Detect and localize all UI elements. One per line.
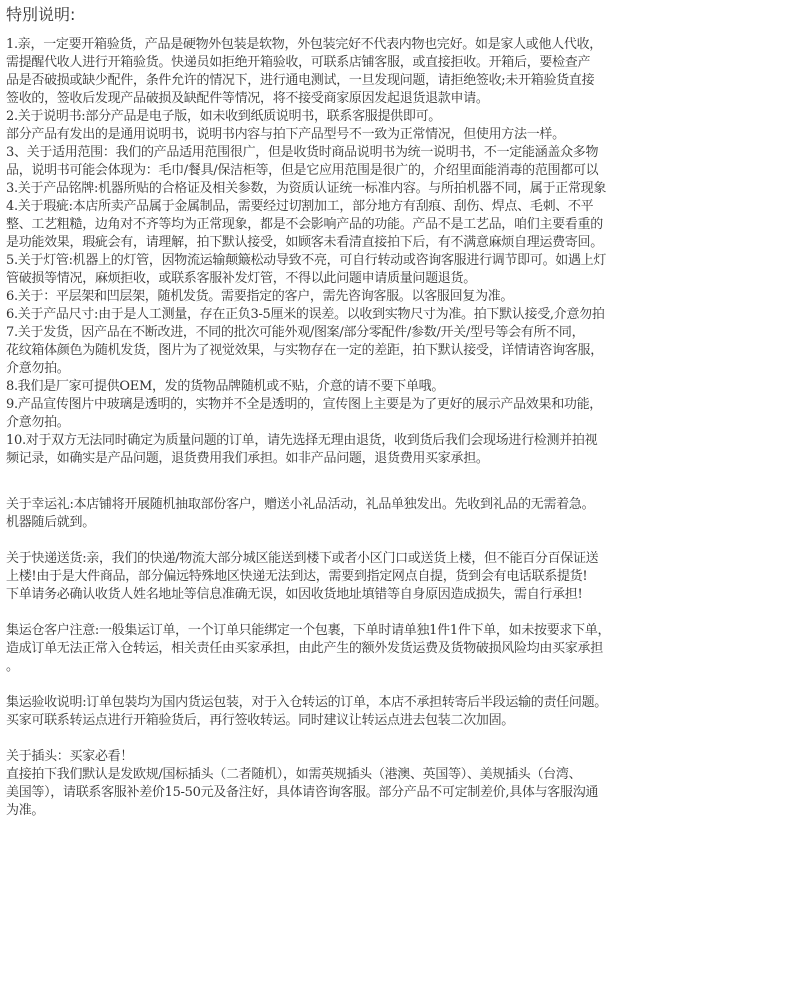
document-line: 关于插头：买家必看！ bbox=[6, 749, 134, 764]
document-line: 1.亲，一定要开箱验货，产品是硬物外包装是软物，外包装完好不代表内物也完好。如是家人或他人代收， bbox=[6, 37, 603, 52]
document-line: 6.关于：平层架和凹层架，随机发货。需要指定的客户，需先咨询客服。以客服回复为准。 bbox=[6, 289, 514, 304]
document-line: 部分产品有发出的是通用说明书，说明书内容与拍下产品型号不一致为正常情况，但使用方法一样。 bbox=[6, 127, 565, 142]
document-line: 签收的，签收后发现产品破损及缺配件等情况，将不接受商家原因发起退货退款申请。 bbox=[6, 91, 489, 106]
document-line: 整、工艺粗糙，边角对不齐等均为正常现象，都是不会影响产品的功能。产品不是工艺品，咱们主要看重的 bbox=[6, 217, 603, 232]
document-line: 直接拍下我们默认是发欧规/国标插头（二者随机），如需英规插头（港澳、英国等）、美规插头（台湾、 bbox=[6, 767, 582, 782]
document-line: 品，说明书可能会体现为：毛巾/餐具/保洁柜等，但是它应用范围是很广的，介绍里面能消毒的范围都可以 bbox=[6, 163, 599, 178]
document-line: 7.关于发货，因产品在不断改进，不同的批次可能外观/图案/部分零配件/参数/开关/型号等会有所不同， bbox=[6, 325, 585, 340]
document-line: 美国等），请联系客服补差价15-50元及备注好，具体请咨询客服。部分产品不可定制差价,具体与客服沟通 bbox=[6, 785, 599, 800]
document-line: 下单请务必确认收货人姓名地址等信息准确无误，如因收货地址填错等自身原因造成损失，需自行承担! bbox=[6, 587, 583, 602]
document-line: 造成订单无法正常入仓转运，相关责任由买家承担，由此产生的额外发货运费及货物破损风险均由买家承担 bbox=[6, 641, 603, 656]
document-line: 5.关于灯管:机器上的灯管，因物流运输颠簸松动导致不亮，可自行转动或咨询客服进行调节即可。如遇上灯 bbox=[6, 253, 607, 268]
document-line: 为准。 bbox=[6, 803, 45, 818]
document-line: 集运验收说明:订单包裝均为国内货运包装，对于入仓转运的订单，本店不承担转寄后半段运输的责任问题。 bbox=[6, 695, 607, 710]
document-line: 花纹箱体颜色为随机发货，图片为了视觉效果，与实物存在一定的差距，拍下默认接受，详情请咨询客服， bbox=[6, 343, 603, 358]
document-line: 上楼!由于是大件商品，部分偏远特殊地区快递无法到达，需要到指定网点自提，货到会有电话联系提货! bbox=[6, 569, 588, 584]
document-line: 频记录，如确实是产品问题，退货费用我们承担。如非产品问题，退货费用买家承担。 bbox=[6, 451, 489, 466]
document-line: 机器随后就到。 bbox=[6, 515, 95, 530]
document-line: 集运仓客户注意:一般集运订单，一个订单只能绑定一个包裹，下单时请单独1件1件下单，如未按要求下单， bbox=[6, 623, 611, 638]
document-line: 8.我们是厂家可提供OEM，发的货物品牌随机或不贴，介意的请不要下单哦。 bbox=[6, 379, 445, 394]
document-line: 关于快递送货:亲，我们的快递/物流大部分城区能送到楼下或者小区门口或送货上楼，但不能百分百保证送 bbox=[6, 551, 599, 566]
document-line: 管破损等情况，麻烦拒收，或联系客服补发灯管，不得以此问题申请质量问题退货。 bbox=[6, 271, 476, 286]
document-line: 关于幸运礼:本店铺将开展随机抽取部份客户，赠送小礼品活动，礼品单独发出。先收到礼品的无需着急。 bbox=[6, 497, 595, 512]
document-line: 。 bbox=[6, 659, 19, 674]
document-title: 特別说明: bbox=[6, 5, 76, 24]
document-line: 3、关于适用范围：我们的产品适用范围很广，但是收货时商品说明书为统一说明书，不一定能涵盖众多物 bbox=[6, 145, 599, 160]
document-line: 6.关于产品尺寸:由于是人工测量，存在正负3-5厘米的误差。以收到实物尺寸为准。拍下默认接受,介意勿拍 bbox=[6, 307, 605, 322]
document-line: 买家可联系转运点进行开箱验货后，再行签收转运。同时建议让转运点进去包装二次加固。 bbox=[6, 713, 515, 728]
document-line: 是功能效果，瑕疵会有，请理解，拍下默认接受，如顾客未看清直接拍下后，有不满意麻烦自理运费寄回。 bbox=[6, 235, 603, 250]
document-line: 3.关于产品铭牌:机器所贴的合格证及相关参数，为资质认证统一标准内容。与所拍机器不同，属于正常现象 bbox=[6, 181, 607, 196]
document-line: 介意勿拍。 bbox=[6, 361, 70, 376]
document-line: 2.关于说明书:部分产品是电子版，如未收到纸质说明书，联系客服提供即可。 bbox=[6, 109, 441, 124]
document-line: 需提醒代收人进行开箱验货。快递员如拒绝开箱验收，可联系店铺客服，或直接拒收。开箱后，要检查产 bbox=[6, 55, 591, 70]
document-line: 10.对于双方无法同时确定为质量问题的订单，请先选择无理由退货，收到货后我们会现场进行检测并拍视 bbox=[6, 433, 598, 448]
document-line: 品是否破损或缺少配件，条件允许的情况下，进行通电测试，一旦发现问题，请拒绝签收;未开箱验货直接 bbox=[6, 73, 595, 88]
document-line: 4.关于瑕疵:本店所卖产品属于金属制品，需要经过切割加工，部分地方有刮痕、刮伤、焊点、毛刺、不平 bbox=[6, 199, 594, 214]
document-line: 9.产品宣传图片中玻璃是透明的，实物并不全是透明的，宣传图上主要是为了更好的展示产品效果和功能， bbox=[6, 397, 603, 412]
document-line: 介意勿拍。 bbox=[6, 415, 70, 430]
